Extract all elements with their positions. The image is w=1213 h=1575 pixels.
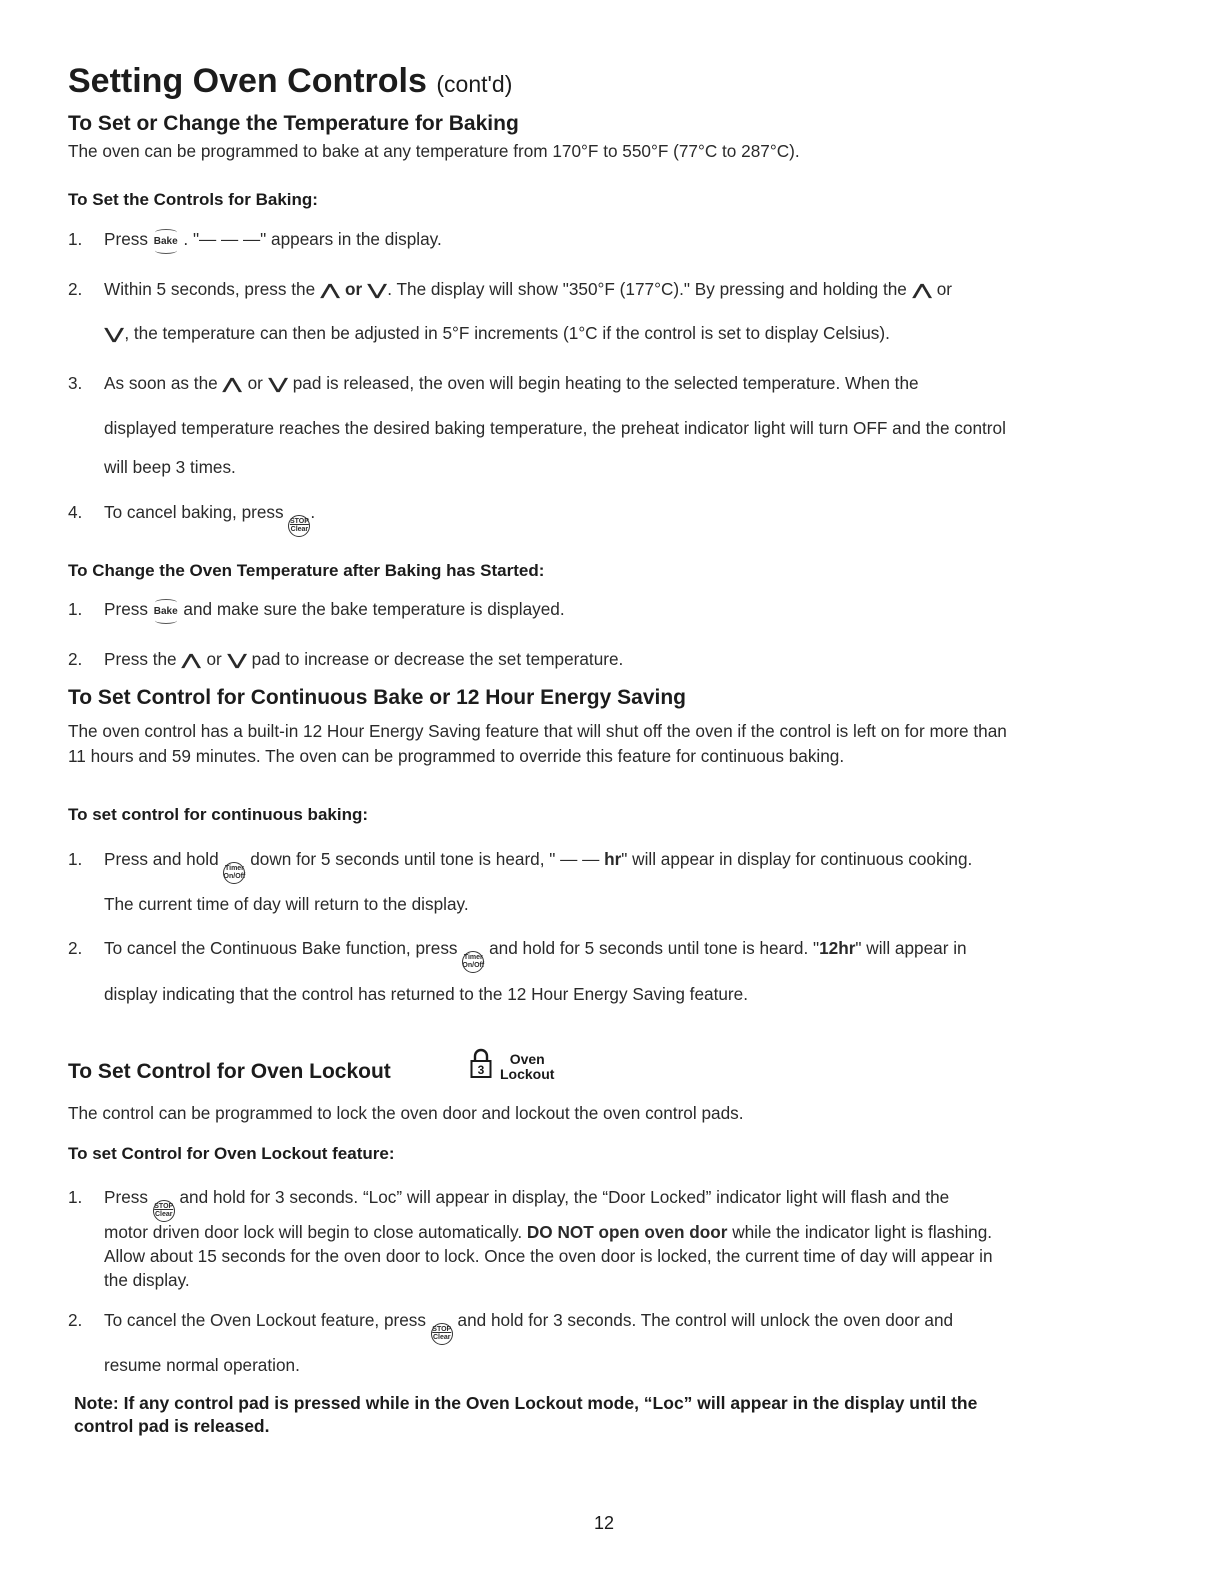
step-text: To cancel the Oven Lockout feature, press STOP Clear and hold for 3 seconds. The control will unlock the oven door and (104, 1310, 953, 1345)
stop-clear-icon: STOP Clear (153, 1200, 175, 1222)
arrow-up-icon: ⋀ (912, 282, 932, 299)
arrow-down-icon: ⋁ (227, 652, 246, 669)
step-text-cont: The current time of day will return to the display. (104, 894, 469, 914)
section-intro-lockout: The control can be programmed to lock the oven door and lockout the oven control pads. (68, 1103, 744, 1123)
section-intro-baking: The oven can be programmed to bake at any temperature from 170°F to 550°F (77°C to 287°C). (68, 141, 800, 161)
subheading-continuous: To set control for continuous baking: (68, 805, 369, 824)
step-text: To cancel baking, press STOP Clear . (104, 502, 315, 537)
lock-number: 3 (477, 1063, 485, 1077)
page-title-suffix: (cont'd) (436, 71, 513, 97)
step-text: To cancel the Continuous Bake function, press Timer On/Off and hold for 5 seconds until tone is heard. "12hr" will appear in (104, 938, 967, 973)
step-text: Press and hold Timer On/Off down for 5 seconds until tone is heard, " — — hr" will appear in display for continuous cooking. (104, 849, 972, 884)
step-number: 2. (68, 279, 83, 299)
section-heading-baking: To Set or Change the Temperature for Baking (68, 112, 519, 135)
step-number: 4. (68, 502, 83, 522)
step-number: 1. (68, 849, 83, 869)
section-heading-continuous: To Set Control for Continuous Bake or 12 Hour Energy Saving (68, 686, 687, 709)
bake-icon: Bake (153, 236, 178, 247)
step-text-cont: resume normal operation. (104, 1355, 300, 1375)
step-text: Press Bake and make sure the bake temperature is displayed. (104, 599, 565, 619)
step-text-cont: displayed temperature reaches the desired baking temperature, the preheat indicator light will turn OFF and the control (104, 418, 1006, 438)
step-number: 1. (68, 599, 83, 619)
lock-icon (470, 1047, 492, 1079)
step-text: As soon as the ⋀ or ⋁ pad is released, the oven will begin heating to the selected temperature. When the (104, 373, 919, 393)
arrow-up-icon: ⋀ (223, 376, 242, 393)
note (74, 1392, 977, 1438)
stop-clear-icon: STOP Clear (288, 515, 310, 537)
step-number: 1. (68, 1187, 83, 1207)
arrow-up-icon: ⋀ (182, 652, 201, 669)
note-line2: control pad is released. (74, 1416, 270, 1436)
page-number: 12 (594, 1513, 615, 1533)
arrow-down-icon: ⋁ (104, 326, 124, 343)
bake-icon: Bake (153, 606, 178, 617)
arrow-down-icon: ⋁ (367, 282, 387, 299)
lock-label (500, 1052, 554, 1082)
step-text-cont: will beep 3 times. (104, 457, 236, 477)
page-title (68, 62, 512, 101)
section-heading-lockout: To Set Control for Oven Lockout (68, 1060, 391, 1083)
page-title-main: Setting Oven Controls (68, 62, 427, 100)
step-text: Press STOP Clear and hold for 3 seconds. “Loc” will appear in display, the “Door Locked” indicator light will flash and the (104, 1187, 949, 1222)
arrow-down-icon: ⋁ (268, 376, 288, 393)
subheading-set-controls: To Set the Controls for Baking: (68, 190, 318, 209)
step-number: 2. (68, 938, 83, 958)
step-number: 1. (68, 229, 83, 249)
stop-clear-icon: STOP Clear (431, 1323, 453, 1345)
section-intro-continuous: The oven control has a built-in 12 Hour Energy Saving feature that will shut off the oven if the control is left on for more than (68, 721, 1007, 741)
step-text-cont: Allow about 15 seconds for the oven door to lock. Once the oven door is locked, the current time of day will appear in (104, 1246, 993, 1266)
step-text-cont: motor driven door lock will begin to close automatically. DO NOT open oven door while the indicator light is flashing. (104, 1222, 993, 1242)
timer-icon: Timer On/Off (223, 862, 245, 884)
step-text-cont: ⋁, the temperature can then be adjusted in 5°F increments (1°C if the control is set to display Celsius). (104, 323, 890, 343)
step-text: Press Bake . "— — —" appears in the display. (104, 229, 442, 249)
step-text-cont: the display. (104, 1270, 190, 1290)
arrow-up-icon: ⋀ (320, 282, 340, 299)
step-number: 2. (68, 1310, 83, 1330)
step-text: Within 5 seconds, press the ⋀ or ⋁. The display will show "350°F (177°C)." By pressing and holding the ⋀ or (104, 279, 953, 299)
step-number: 3. (68, 373, 83, 393)
step-number: 2. (68, 649, 83, 669)
lock-label-line2: Lockout (500, 1066, 555, 1082)
step-text: Press the ⋀ or ⋁ pad to increase or decrease the set temperature. (104, 649, 624, 669)
lock-label-line1: Oven (509, 1051, 545, 1067)
subheading-change-temp: To Change the Oven Temperature after Baking has Started: (68, 561, 545, 580)
subheading-lockout: To set Control for Oven Lockout feature: (68, 1144, 395, 1163)
note-line1: Note: If any control pad is pressed while in the Oven Lockout mode, “Loc” will appear in the display until the (74, 1393, 978, 1413)
step-text-cont: display indicating that the control has returned to the 12 Hour Energy Saving feature. (104, 984, 748, 1004)
section-intro-continuous: 11 hours and 59 minutes. The oven can be programmed to override this feature for continuous baking. (68, 746, 845, 766)
timer-icon: Timer On/Off (462, 951, 484, 973)
